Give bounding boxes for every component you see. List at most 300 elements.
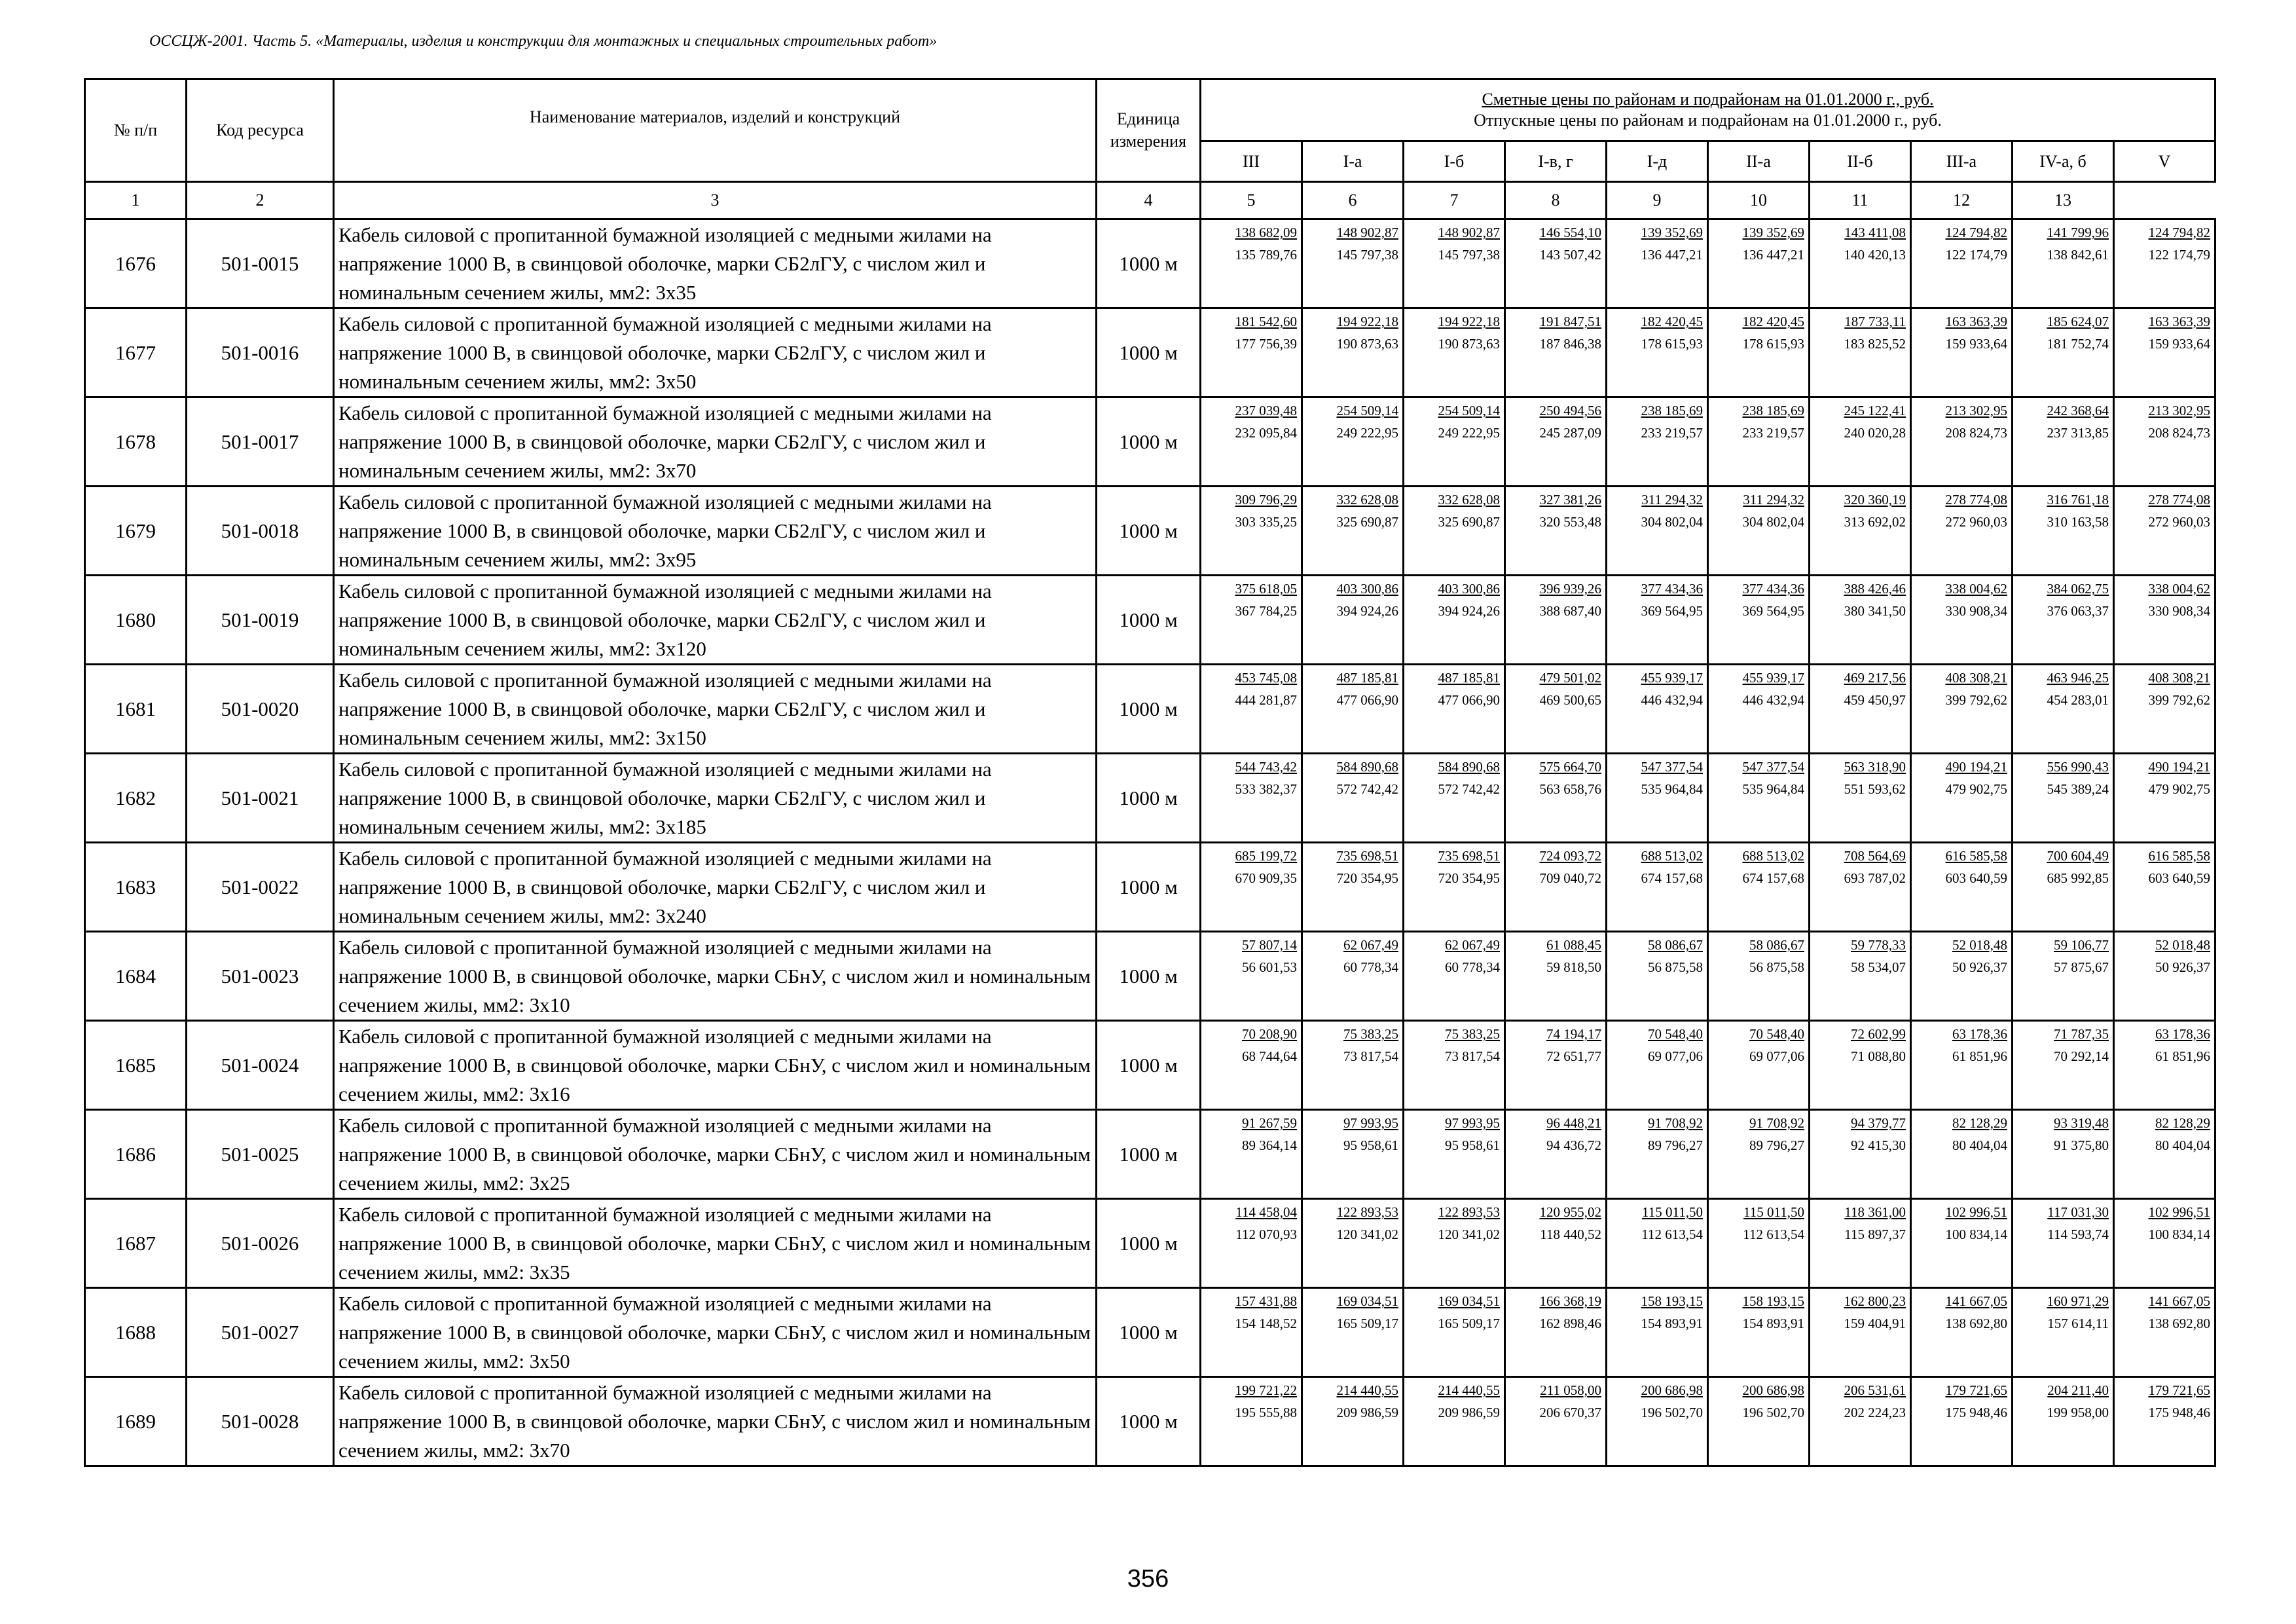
price-cell xyxy=(2013,1377,2114,1466)
estimated-price: 327 381,26 xyxy=(1539,492,1601,507)
release-price: 603 640,59 xyxy=(1945,870,2007,886)
release-price: 177 756,39 xyxy=(1235,336,1297,352)
estimated-price: 453 745,08 xyxy=(1235,670,1297,686)
release-price: 165 509,17 xyxy=(1336,1316,1398,1331)
estimated-price: 238 185,69 xyxy=(1641,403,1703,418)
price-cell xyxy=(1404,1288,1505,1377)
table-row xyxy=(85,932,2215,1021)
price-cell xyxy=(1911,1288,2013,1377)
estimated-price: 94 379,77 xyxy=(1851,1115,1906,1131)
price-cell xyxy=(1404,576,1505,665)
estimated-price: 138 682,09 xyxy=(1235,225,1297,240)
estimated-price: 191 847,51 xyxy=(1539,314,1601,329)
release-price: 73 817,54 xyxy=(1445,1048,1500,1064)
header-num: № п/п xyxy=(85,79,187,182)
estimated-price: 479 501,02 xyxy=(1539,670,1601,686)
estimated-price: 162 800,23 xyxy=(1844,1293,1906,1309)
price-cell xyxy=(2013,1110,2114,1199)
estimated-price: 187 733,11 xyxy=(1844,314,1906,329)
price-cell xyxy=(1505,308,1607,397)
release-price: 100 834,14 xyxy=(2148,1227,2211,1242)
price-cell xyxy=(1201,1199,1302,1288)
release-price: 545 389,24 xyxy=(2047,781,2109,797)
price-cell xyxy=(2013,1288,2114,1377)
estimated-price: 311 294,32 xyxy=(1743,492,1804,507)
price-cell xyxy=(1607,1377,1708,1466)
price-cell xyxy=(2013,754,2114,843)
release-price: 313 692,02 xyxy=(1844,514,1906,530)
estimated-price: 204 211,40 xyxy=(2047,1382,2109,1398)
price-cell xyxy=(1505,932,1607,1021)
estimated-price: 118 361,00 xyxy=(1844,1204,1906,1220)
price-cell xyxy=(1810,308,1911,397)
release-price: 183 825,52 xyxy=(1844,336,1906,352)
region-header: II-б xyxy=(1810,141,1911,182)
price-cell xyxy=(1201,308,1302,397)
release-price: 376 063,37 xyxy=(2047,603,2109,619)
price-cell xyxy=(1505,1110,1607,1199)
release-price: 89 364,14 xyxy=(1242,1137,1297,1153)
estimated-price: 148 902,87 xyxy=(1438,225,1500,240)
price-cell xyxy=(1302,397,1404,487)
release-price: 178 615,93 xyxy=(1641,336,1703,352)
estimated-price: 169 034,51 xyxy=(1438,1293,1500,1309)
release-price: 154 148,52 xyxy=(1235,1316,1297,1331)
release-price: 330 908,34 xyxy=(1945,603,2007,619)
estimated-price: 115 011,50 xyxy=(1743,1204,1804,1220)
unit: 1000 м xyxy=(1097,843,1201,932)
price-cell xyxy=(1911,1110,2013,1199)
table-row xyxy=(85,219,2215,308)
resource-code: 501-0024 xyxy=(187,1021,334,1110)
price-cell xyxy=(1810,932,1911,1021)
estimated-price: 158 193,15 xyxy=(1641,1293,1703,1309)
estimated-price: 403 300,86 xyxy=(1438,581,1500,597)
price-cell xyxy=(2114,1110,2215,1199)
table-row xyxy=(85,1377,2215,1466)
estimated-price: 206 531,61 xyxy=(1844,1382,1906,1398)
estimated-price: 61 088,45 xyxy=(1546,937,1601,953)
estimated-price: 332 628,08 xyxy=(1438,492,1500,507)
header-name: Наименование материалов, изделий и конструкций xyxy=(334,79,1097,182)
release-price: 209 986,59 xyxy=(1438,1405,1500,1420)
estimated-price: 688 513,02 xyxy=(1641,848,1703,864)
release-price: 89 796,27 xyxy=(1648,1137,1703,1153)
estimated-price: 278 774,08 xyxy=(2148,492,2211,507)
column-number: 11 xyxy=(1810,182,1911,219)
unit: 1000 м xyxy=(1097,932,1201,1021)
material-name: Кабель силовой с пропитанной бумажной изоляцией с медными жилами на напряжение 1000 В, в свинцовой оболочке, марки СБнУ, с числом жил и номинальным сечением жилы, мм2: 3х16 xyxy=(334,1021,1097,1110)
release-price: 69 077,06 xyxy=(1648,1048,1703,1064)
material-name: Кабель силовой с пропитанной бумажной изоляцией с медными жилами на напряжение 1000 В, в свинцовой оболочке, марки СБнУ, с числом жил и номинальным сечением жилы, мм2: 3х35 xyxy=(334,1199,1097,1288)
price-cell xyxy=(1708,1288,1810,1377)
release-price: 143 507,42 xyxy=(1539,247,1601,263)
price-cell xyxy=(1404,1199,1505,1288)
estimated-price: 74 194,17 xyxy=(1546,1026,1601,1042)
resource-code: 501-0026 xyxy=(187,1199,334,1288)
estimated-price: 584 890,68 xyxy=(1336,759,1398,775)
table-row xyxy=(85,308,2215,397)
estimated-price: 194 922,18 xyxy=(1336,314,1398,329)
price-cell xyxy=(1708,754,1810,843)
price-cell xyxy=(1708,1199,1810,1288)
region-header: IV-а, б xyxy=(2013,141,2114,182)
price-cell xyxy=(1607,932,1708,1021)
release-price: 399 792,62 xyxy=(2148,692,2211,708)
estimated-price: 63 178,36 xyxy=(2155,1026,2211,1042)
price-cell xyxy=(1911,397,2013,487)
release-price: 459 450,97 xyxy=(1844,692,1906,708)
column-number: 2 xyxy=(187,182,334,219)
estimated-price: 163 363,39 xyxy=(2148,314,2211,329)
price-cell xyxy=(1607,1110,1708,1199)
price-cell xyxy=(1607,397,1708,487)
price-cell xyxy=(2114,1288,2215,1377)
release-price: 233 219,57 xyxy=(1641,425,1703,441)
price-table xyxy=(84,78,2216,1467)
resource-code: 501-0017 xyxy=(187,397,334,487)
release-price: 388 687,40 xyxy=(1539,603,1601,619)
estimated-price: 102 996,51 xyxy=(2148,1204,2211,1220)
price-cell xyxy=(1505,487,1607,576)
estimated-price: 377 434,36 xyxy=(1641,581,1703,597)
price-cell xyxy=(1505,754,1607,843)
price-cell xyxy=(1911,932,2013,1021)
release-price: 70 292,14 xyxy=(2054,1048,2109,1064)
estimated-price: 93 319,48 xyxy=(2054,1115,2109,1131)
estimated-price: 141 667,05 xyxy=(1945,1293,2007,1309)
estimated-price: 375 618,05 xyxy=(1235,581,1297,597)
estimated-price: 688 513,02 xyxy=(1742,848,1804,864)
price-cell xyxy=(1708,576,1810,665)
estimated-price: 72 602,99 xyxy=(1851,1026,1906,1042)
estimated-price: 469 217,56 xyxy=(1844,670,1906,686)
price-cell xyxy=(1201,843,1302,932)
estimated-price: 141 667,05 xyxy=(2148,1293,2211,1309)
release-price: 181 752,74 xyxy=(2047,336,2109,352)
release-price: 304 802,04 xyxy=(1742,514,1804,530)
price-cell xyxy=(1911,576,2013,665)
price-cell xyxy=(2013,932,2114,1021)
estimated-price: 143 411,08 xyxy=(1844,225,1906,240)
release-price: 135 789,76 xyxy=(1235,247,1297,263)
release-price: 232 095,84 xyxy=(1235,425,1297,441)
column-numbers-row xyxy=(85,182,2215,219)
price-cell xyxy=(1911,1021,2013,1110)
estimated-price: 70 548,40 xyxy=(1749,1026,1804,1042)
estimated-price: 487 185,81 xyxy=(1438,670,1500,686)
price-cell xyxy=(1708,1377,1810,1466)
release-price: 56 601,53 xyxy=(1242,959,1297,975)
release-price: 71 088,80 xyxy=(1851,1048,1906,1064)
price-cell xyxy=(1911,843,2013,932)
estimated-price: 181 542,60 xyxy=(1235,314,1297,329)
release-price: 112 070,93 xyxy=(1235,1227,1297,1242)
header-prices-estimated: Сметные цены по районам и подрайонам на 01.01.2000 г., руб. xyxy=(1482,90,1934,109)
price-cell xyxy=(1810,843,1911,932)
material-name: Кабель силовой с пропитанной бумажной изоляцией с медными жилами на напряжение 1000 В, в свинцовой оболочке, марки СБ2лГУ, с числом жил и номинальным сечением жилы, мм2: 3х150 xyxy=(334,665,1097,754)
estimated-price: 547 377,54 xyxy=(1641,759,1703,775)
price-cell xyxy=(1810,487,1911,576)
release-price: 272 960,03 xyxy=(2148,514,2211,530)
estimated-price: 384 062,75 xyxy=(2047,581,2109,597)
price-cell xyxy=(2114,1377,2215,1466)
resource-code: 501-0021 xyxy=(187,754,334,843)
unit: 1000 м xyxy=(1097,1021,1201,1110)
price-cell xyxy=(1201,1021,1302,1110)
release-price: 551 593,62 xyxy=(1844,781,1906,797)
release-price: 138 692,80 xyxy=(2148,1316,2211,1331)
price-cell xyxy=(1911,1199,2013,1288)
estimated-price: 70 548,40 xyxy=(1648,1026,1703,1042)
estimated-price: 179 721,65 xyxy=(2148,1382,2211,1398)
header-code: Код ресурса xyxy=(187,79,334,182)
price-cell xyxy=(1404,308,1505,397)
material-name: Кабель силовой с пропитанной бумажной изоляцией с медными жилами на напряжение 1000 В, в свинцовой оболочке, марки СБ2лГУ, с числом жил и номинальным сечением жилы, мм2: 3х185 xyxy=(334,754,1097,843)
row-number: 1684 xyxy=(85,932,187,1021)
material-name: Кабель силовой с пропитанной бумажной изоляцией с медными жилами на напряжение 1000 В, в свинцовой оболочке, марки СБ2лГУ, с числом жил и номинальным сечением жилы, мм2: 3х35 xyxy=(334,219,1097,308)
release-price: 693 787,02 xyxy=(1844,870,1906,886)
estimated-price: 242 368,64 xyxy=(2047,403,2109,418)
price-cell xyxy=(1302,308,1404,397)
column-number: 3 xyxy=(334,182,1097,219)
column-number: 8 xyxy=(1505,182,1607,219)
price-cell xyxy=(1201,487,1302,576)
release-price: 394 924,26 xyxy=(1438,603,1500,619)
release-price: 196 502,70 xyxy=(1641,1405,1703,1420)
release-price: 303 335,25 xyxy=(1235,514,1297,530)
price-cell xyxy=(1911,1377,2013,1466)
release-price: 68 744,64 xyxy=(1242,1048,1297,1064)
release-price: 112 613,54 xyxy=(1641,1227,1703,1242)
row-number: 1686 xyxy=(85,1110,187,1199)
estimated-price: 403 300,86 xyxy=(1336,581,1398,597)
release-price: 685 992,85 xyxy=(2047,870,2109,886)
table-row xyxy=(85,1110,2215,1199)
estimated-price: 408 308,21 xyxy=(1945,670,2007,686)
release-price: 187 846,38 xyxy=(1539,336,1601,352)
price-cell xyxy=(2114,932,2215,1021)
release-price: 162 898,46 xyxy=(1539,1316,1601,1331)
row-number: 1683 xyxy=(85,843,187,932)
release-price: 59 818,50 xyxy=(1546,959,1601,975)
estimated-price: 75 383,25 xyxy=(1343,1026,1398,1042)
estimated-price: 97 993,95 xyxy=(1343,1115,1398,1131)
row-number: 1687 xyxy=(85,1199,187,1288)
table-row xyxy=(85,1199,2215,1288)
release-price: 603 640,59 xyxy=(2148,870,2211,886)
release-price: 94 436,72 xyxy=(1546,1137,1601,1153)
estimated-price: 139 352,69 xyxy=(1742,225,1804,240)
price-cell xyxy=(1505,665,1607,754)
column-number: 12 xyxy=(1911,182,2013,219)
header-unit: Единица измерения xyxy=(1097,79,1201,182)
table-row xyxy=(85,397,2215,487)
release-price: 563 658,76 xyxy=(1539,781,1601,797)
release-price: 50 926,37 xyxy=(2155,959,2211,975)
release-price: 330 908,34 xyxy=(2148,603,2211,619)
table-row xyxy=(85,754,2215,843)
estimated-price: 408 308,21 xyxy=(2148,670,2211,686)
release-price: 206 670,37 xyxy=(1539,1405,1601,1420)
price-cell xyxy=(1302,1110,1404,1199)
release-price: 122 174,79 xyxy=(2148,247,2211,263)
release-price: 245 287,09 xyxy=(1539,425,1601,441)
release-price: 369 564,95 xyxy=(1641,603,1703,619)
estimated-price: 487 185,81 xyxy=(1336,670,1398,686)
header-prices-release: Отпускные цены по районам и подрайонам на 01.01.2000 г., руб. xyxy=(1474,111,1942,130)
estimated-price: 52 018,48 xyxy=(2155,937,2211,953)
release-price: 535 964,84 xyxy=(1641,781,1703,797)
estimated-price: 724 093,72 xyxy=(1539,848,1601,864)
column-number: 9 xyxy=(1607,182,1708,219)
estimated-price: 377 434,36 xyxy=(1742,581,1804,597)
release-price: 112 613,54 xyxy=(1743,1227,1804,1242)
price-cell xyxy=(2013,1199,2114,1288)
price-cell xyxy=(1708,843,1810,932)
estimated-price: 120 955,02 xyxy=(1539,1204,1601,1220)
price-cell xyxy=(1607,1288,1708,1377)
price-cell xyxy=(1302,487,1404,576)
release-price: 670 909,35 xyxy=(1235,870,1297,886)
price-cell xyxy=(1505,576,1607,665)
table-row xyxy=(85,576,2215,665)
estimated-price: 91 708,92 xyxy=(1749,1115,1804,1131)
release-price: 138 842,61 xyxy=(2047,247,2109,263)
price-cell xyxy=(1708,1021,1810,1110)
estimated-price: 214 440,55 xyxy=(1336,1382,1398,1398)
resource-code: 501-0016 xyxy=(187,308,334,397)
release-price: 122 174,79 xyxy=(1945,247,2007,263)
release-price: 61 851,96 xyxy=(1952,1048,2007,1064)
estimated-price: 114 458,04 xyxy=(1235,1204,1297,1220)
release-price: 92 415,30 xyxy=(1851,1137,1906,1153)
price-cell xyxy=(2114,487,2215,576)
release-price: 120 341,02 xyxy=(1438,1227,1500,1242)
estimated-price: 575 664,70 xyxy=(1539,759,1601,775)
estimated-price: 194 922,18 xyxy=(1438,314,1500,329)
column-number: 6 xyxy=(1302,182,1404,219)
release-price: 249 222,95 xyxy=(1336,425,1398,441)
estimated-price: 71 787,35 xyxy=(2054,1026,2109,1042)
estimated-price: 455 939,17 xyxy=(1641,670,1703,686)
estimated-price: 58 086,67 xyxy=(1749,937,1804,953)
column-number: 5 xyxy=(1201,182,1302,219)
estimated-price: 311 294,32 xyxy=(1641,492,1703,507)
estimated-price: 544 743,42 xyxy=(1235,759,1297,775)
estimated-price: 708 564,69 xyxy=(1844,848,1906,864)
estimated-price: 163 363,39 xyxy=(1945,314,2007,329)
estimated-price: 169 034,51 xyxy=(1336,1293,1398,1309)
material-name: Кабель силовой с пропитанной бумажной изоляцией с медными жилами на напряжение 1000 В, в свинцовой оболочке, марки СБнУ, с числом жил и номинальным сечением жилы, мм2: 3х25 xyxy=(334,1110,1097,1199)
price-cell xyxy=(2013,397,2114,487)
price-cell xyxy=(2013,576,2114,665)
estimated-price: 139 352,69 xyxy=(1641,225,1703,240)
release-price: 154 893,91 xyxy=(1641,1316,1703,1331)
release-price: 272 960,03 xyxy=(1945,514,2007,530)
unit: 1000 м xyxy=(1097,1377,1201,1466)
estimated-price: 455 939,17 xyxy=(1742,670,1804,686)
estimated-price: 182 420,45 xyxy=(1742,314,1804,329)
release-price: 115 897,37 xyxy=(1844,1227,1906,1242)
price-cell xyxy=(1607,665,1708,754)
estimated-price: 700 604,49 xyxy=(2047,848,2109,864)
row-number: 1689 xyxy=(85,1377,187,1466)
release-price: 533 382,37 xyxy=(1235,781,1297,797)
release-price: 60 778,34 xyxy=(1445,959,1500,975)
release-price: 159 404,91 xyxy=(1844,1316,1906,1331)
material-name: Кабель силовой с пропитанной бумажной изоляцией с медными жилами на напряжение 1000 В, в свинцовой оболочке, марки СБ2лГУ, с числом жил и номинальным сечением жилы, мм2: 3х95 xyxy=(334,487,1097,576)
column-number: 13 xyxy=(2013,182,2114,219)
release-price: 196 502,70 xyxy=(1742,1405,1804,1420)
estimated-price: 75 383,25 xyxy=(1445,1026,1500,1042)
price-cell xyxy=(1201,665,1302,754)
price-cell xyxy=(1404,843,1505,932)
resource-code: 501-0015 xyxy=(187,219,334,308)
price-cell xyxy=(1708,932,1810,1021)
price-cell xyxy=(1404,1021,1505,1110)
resource-code: 501-0022 xyxy=(187,843,334,932)
row-number: 1680 xyxy=(85,576,187,665)
release-price: 56 875,58 xyxy=(1648,959,1703,975)
header-prices xyxy=(1201,79,2215,141)
estimated-price: 237 039,48 xyxy=(1235,403,1297,418)
release-price: 399 792,62 xyxy=(1945,692,2007,708)
resource-code: 501-0028 xyxy=(187,1377,334,1466)
row-number: 1676 xyxy=(85,219,187,308)
release-price: 120 341,02 xyxy=(1336,1227,1398,1242)
estimated-price: 490 194,21 xyxy=(1945,759,2007,775)
estimated-price: 616 585,58 xyxy=(2148,848,2211,864)
release-price: 199 958,00 xyxy=(2047,1405,2109,1420)
price-cell xyxy=(1911,754,2013,843)
price-cell xyxy=(2114,308,2215,397)
price-cell xyxy=(1810,1110,1911,1199)
release-price: 454 283,01 xyxy=(2047,692,2109,708)
estimated-price: 97 993,95 xyxy=(1445,1115,1500,1131)
release-price: 159 933,64 xyxy=(2148,336,2211,352)
price-cell xyxy=(1404,754,1505,843)
table-row xyxy=(85,843,2215,932)
price-cell xyxy=(1404,1110,1505,1199)
release-price: 674 157,68 xyxy=(1641,870,1703,886)
estimated-price: 320 360,19 xyxy=(1844,492,1906,507)
price-cell xyxy=(2114,1199,2215,1288)
region-header: II-а xyxy=(1708,141,1810,182)
estimated-price: 584 890,68 xyxy=(1438,759,1500,775)
region-header: III xyxy=(1201,141,1302,182)
release-price: 50 926,37 xyxy=(1952,959,2007,975)
price-cell xyxy=(1201,754,1302,843)
estimated-price: 62 067,49 xyxy=(1445,937,1500,953)
release-price: 69 077,06 xyxy=(1749,1048,1804,1064)
release-price: 477 066,90 xyxy=(1438,692,1500,708)
release-price: 157 614,11 xyxy=(2047,1316,2109,1331)
price-cell xyxy=(1911,665,2013,754)
price-cell xyxy=(1302,843,1404,932)
release-price: 136 447,21 xyxy=(1641,247,1703,263)
price-cell xyxy=(1708,219,1810,308)
release-price: 720 354,95 xyxy=(1438,870,1500,886)
release-price: 190 873,63 xyxy=(1438,336,1500,352)
price-cell xyxy=(2114,219,2215,308)
price-cell xyxy=(1201,1110,1302,1199)
release-price: 394 924,26 xyxy=(1336,603,1398,619)
release-price: 320 553,48 xyxy=(1539,514,1601,530)
estimated-price: 62 067,49 xyxy=(1343,937,1398,953)
release-price: 249 222,95 xyxy=(1438,425,1500,441)
table-row xyxy=(85,665,2215,754)
